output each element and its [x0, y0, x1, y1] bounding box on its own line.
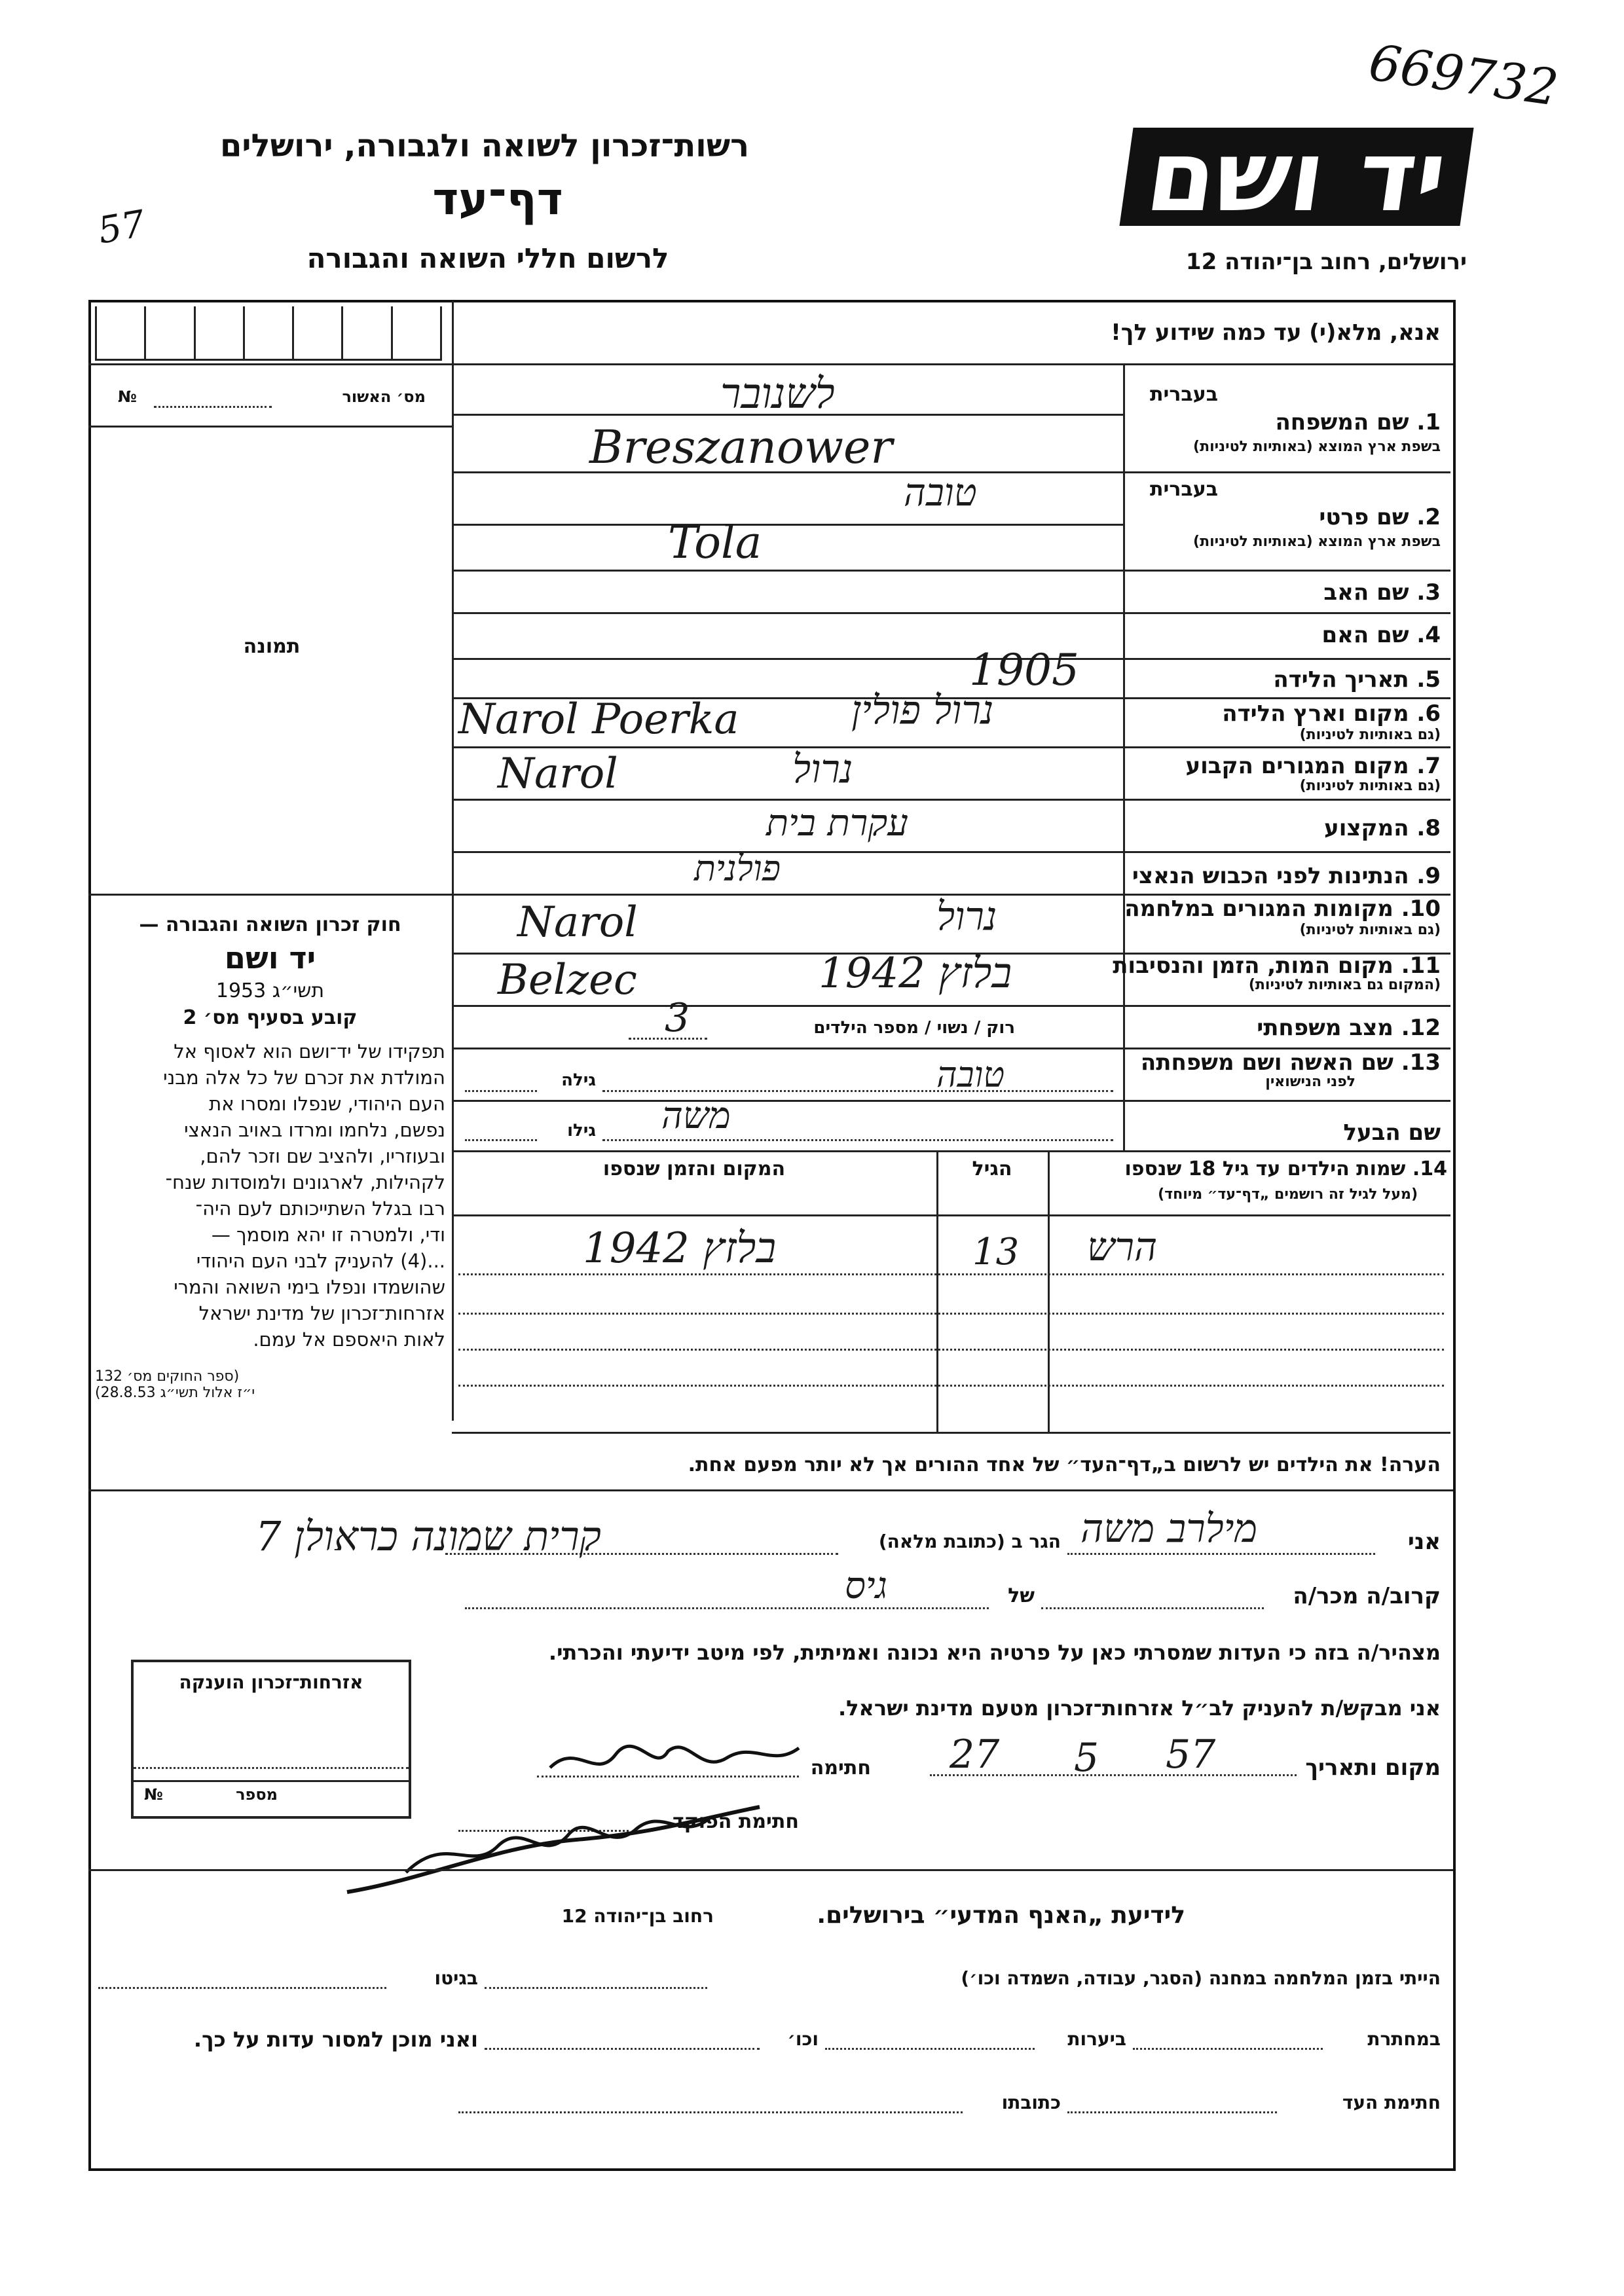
f7-label: 7. מקום המגורים הקבוע: [1185, 753, 1441, 779]
org-line: רשות־זכרון לשואה ולגבורה, ירושלים: [219, 128, 750, 164]
resides-label: הגר ב (כתובת מלאה): [878, 1531, 1061, 1552]
f7-value-latin: Narol: [498, 750, 618, 798]
address: ירושלים, רחוב בן־יהודה 12: [1185, 249, 1467, 275]
f13-age-label: גילה: [561, 1070, 596, 1090]
f10-label: 10. מקומות המגורים במלחמה: [1124, 896, 1441, 922]
f8-value: עקרת בית: [766, 802, 908, 845]
f11-sub: (המקום גם באותיות לטיניות): [1248, 977, 1441, 993]
footer-ready-label: ואני מוכן למסור עדות על כך.: [193, 2027, 478, 2052]
approval-label: מס׳ האשור: [342, 388, 426, 406]
f1-heb-tag: בעברית: [1150, 383, 1218, 406]
f2-value-he: טובה: [904, 470, 977, 515]
law-sidebar: [95, 913, 445, 1401]
f11-value-he: בלזץ 1942: [819, 949, 1012, 998]
f10-value-latin: Narol: [517, 898, 638, 947]
id-boxes: [95, 306, 442, 361]
footer-witness-signature-label: חתימת העד: [1342, 2092, 1441, 2113]
margin-note: 57: [94, 202, 149, 253]
f9-label: 9. הנתינות לפני הכבוש הנאצי: [1132, 863, 1441, 889]
form-subtitle: לרשום חללי השואה והגבורה: [306, 242, 669, 274]
f4-label: 4. שם האם: [1321, 622, 1441, 648]
statement-2: אני מבקש/ת להעניק לב״ל אזרחות־זכרון מטעם מדינת ישראל.: [838, 1696, 1441, 1721]
footer-ghetto-label: בגיטו: [434, 1967, 478, 1989]
law-ref-2: י״ז אלול תשי״ג 28.8.53): [95, 1385, 255, 1401]
footer-forests-label: ביערות: [1067, 2028, 1126, 2050]
law-clause: קובע בסעיף מס׳ 2: [183, 1006, 358, 1029]
date-day: 27: [950, 1732, 1000, 1777]
law-name: יד ושם: [224, 940, 316, 975]
photo-label: תמונה: [243, 635, 301, 658]
date-year: 57: [1166, 1732, 1216, 1777]
f11-label: 11. מקום המות, הזמן והנסיבות: [1113, 953, 1441, 979]
f8-label: 8. המקצוע: [1324, 815, 1441, 841]
f3-label: 3. שם האב: [1323, 579, 1441, 606]
witness-name: מילרב משה: [1080, 1506, 1258, 1552]
instruction: אנא, מלא(י) עד כמה שידוע לך!: [1111, 319, 1441, 346]
f13-label: 13. שם האשה ושם משפחתה: [1140, 1049, 1441, 1076]
yad-vashem-logo: יד ושם: [1119, 128, 1473, 226]
f1-sub: בשפת ארץ המוצא (באותיות לטיניות): [1193, 439, 1441, 455]
husband-age-label: גילו: [567, 1121, 596, 1140]
footer-etc-label: וכו׳: [787, 2028, 819, 2050]
f2-sub: בשפת ארץ המוצא (באותיות לטיניות): [1193, 534, 1441, 550]
f6-value-latin: Narol Poerka: [458, 695, 739, 744]
f9-value: פולנית: [694, 848, 781, 889]
child-name: הרש: [1087, 1224, 1158, 1270]
f1-value-he: לשנובר: [720, 370, 835, 418]
record-number: 669732: [1365, 33, 1562, 117]
witness-address: קרית שמונה כראולן 7: [255, 1512, 601, 1560]
child-place: בלזץ 1942: [583, 1224, 777, 1273]
f13-value: טובה: [936, 1054, 1005, 1095]
law-heading: חוק זכרון השואה והגבורה —: [139, 913, 401, 936]
f5-value: 1905: [969, 645, 1079, 695]
citizenship-title: אזרחות־זכרון הוענקה: [179, 1671, 363, 1693]
f10-sub: (גם באותיות לטיניות): [1299, 922, 1441, 938]
clerk-signature: [327, 1794, 786, 1905]
citizenship-number-label: מספר: [236, 1785, 278, 1804]
f6-value-he: נרול פולין: [851, 687, 994, 733]
decl-ani: אני: [1407, 1529, 1441, 1555]
approval-no: №: [118, 388, 137, 406]
f6-label: 6. מקום וארץ הלידה: [1222, 701, 1441, 727]
footer-address: רחוב בן־יהודה 12: [561, 1905, 714, 1927]
relation-label: קרוב/ה מכר/ה: [1293, 1583, 1441, 1609]
footer-heading: לידיעת „האנף המדעי״ בירושלים.: [817, 1902, 1185, 1929]
f1-label: 1. שם המשפחה: [1275, 409, 1441, 435]
f6-sub: (גם באותיות לטיניות): [1299, 727, 1441, 743]
footer-camp-label: הייתי בזמן המלחמה במחנה (הסגר, עבודה, השמדה וכו׳): [961, 1967, 1441, 1989]
signature-label: חתימה: [810, 1757, 871, 1779]
clerk-label: חתימת הפוקד: [673, 1810, 799, 1833]
place-date-label: מקום ותאריך: [1305, 1755, 1441, 1781]
footer-address-label: כתובתו: [1001, 2092, 1061, 2113]
husband-value: משה: [661, 1095, 731, 1137]
child-age: 13: [972, 1231, 1020, 1273]
husband-label: שם הבעל: [1343, 1120, 1441, 1146]
statement-1: מצהיר/ה בזה כי העדות שמסרתי כאן על פרטיה היא נכונה ואמיתית, לפי מיטב ידיעתי והכרתי.: [548, 1640, 1441, 1665]
children-col-place: המקום והזמן שנספו: [602, 1157, 786, 1180]
children-sub: (מעל לגיל זה רושמים „דף־עד״ מיוחד): [1158, 1186, 1418, 1203]
f1-value-latin: Breszanower: [589, 420, 893, 474]
footer-underground-label: במחתרת: [1367, 2028, 1441, 2050]
children-title: 14. שמות הילדים עד גיל 18 שנספו: [1124, 1157, 1447, 1180]
form-title: דף־עד: [432, 173, 563, 225]
f5-label: 5. תאריך הלידה: [1273, 666, 1441, 693]
citizenship-no: №: [144, 1785, 163, 1804]
relation-of: של: [1008, 1584, 1035, 1607]
children-col-age: הגיל: [972, 1157, 1012, 1180]
f2-value-latin: Tola: [668, 517, 762, 569]
law-ref-1: (ספר החוקים מס׳ 132: [95, 1368, 240, 1385]
f7-value-he: נרול: [792, 746, 853, 792]
relation-value: גיס: [845, 1565, 888, 1607]
f2-label: 2. שם פרטי: [1319, 504, 1441, 530]
f12-value: 3: [665, 995, 690, 1041]
f12-options: רוק / נשוי / מספר הילדים: [813, 1018, 1015, 1038]
date-month: 5: [1074, 1735, 1099, 1781]
law-text: תפקידו של יד־ושם הוא לאסוף אל המולדת את זכרם של כל אלה מבני העם היהודי, שנפלו ומסרו את נפשם, נלחמו ומרדו באויב הנאצי ובעוזריו, ולהציב שם וזכר להם, לקהילות, לארגונים ולמוסדות שנח־ רבו בגלל השתייכותם לעם היה־ ודי, ולמטרה זו יהא מוסמך — ...(4) להעניק לבני העם היהודי שהושמדו ונפלו בימי השואה והמרי אזרחות־זכרון של מדינת ישראל לאות היאספם אל עמם.: [163, 1040, 445, 1351]
f7-sub: (גם באותיות לטיניות): [1299, 778, 1441, 794]
f12-label: 12. מצב משפחתי: [1257, 1015, 1441, 1041]
law-year: תשי״ג 1953: [215, 979, 325, 1002]
f10-value-he: נרול: [936, 894, 997, 939]
note: הערה! את הילדים יש לרשום ב„דף־העד״ של אחד ההורים אך לא יותר מפעם אחת.: [688, 1453, 1441, 1476]
f2-heb-tag: בעברית: [1150, 478, 1218, 501]
f13-sub: לפני הנישואין: [1265, 1074, 1356, 1090]
f11-value-latin: Belzec: [498, 956, 637, 1004]
witness-signature: [537, 1728, 812, 1787]
